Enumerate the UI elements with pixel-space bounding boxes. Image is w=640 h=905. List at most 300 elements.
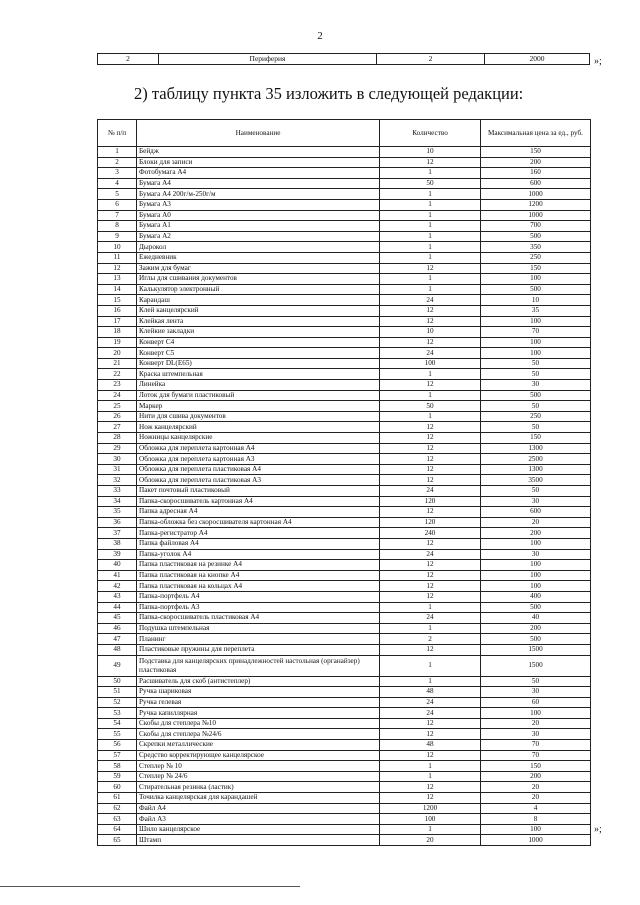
item-quantity: 1 [380,411,481,422]
row-number: 58 [98,761,137,772]
prev-num: 2 [98,54,159,65]
table-row [98,433,591,444]
item-quantity: 1 [380,168,481,179]
row-number: 30 [98,454,137,465]
table-row [98,602,591,613]
previous-table-suffix: »; [594,56,602,67]
item-max-price: 500 [481,390,591,401]
row-number: 16 [98,305,137,316]
item-max-price: 50 [481,486,591,497]
item-name: Обложка для переплета пластиковая А4 [137,464,380,475]
item-quantity: 12 [380,454,481,465]
item-max-price: 500 [481,634,591,645]
item-name: Файл А4 [137,803,380,814]
item-max-price: 250 [481,252,591,263]
row-number: 35 [98,507,137,518]
item-max-price: 30 [481,380,591,391]
table-row [98,242,591,253]
item-quantity: 100 [380,358,481,369]
row-number: 57 [98,750,137,761]
item-max-price: 35 [481,305,591,316]
item-name: Дырокол [137,242,380,253]
row-number: 52 [98,697,137,708]
item-max-price: 2500 [481,454,591,465]
row-number: 45 [98,613,137,624]
item-max-price: 4 [481,803,591,814]
item-max-price: 1300 [481,464,591,475]
table-row [98,687,591,698]
table-row [98,729,591,740]
row-number: 44 [98,602,137,613]
item-quantity: 120 [380,496,481,507]
row-number: 37 [98,528,137,539]
item-max-price: 70 [481,327,591,338]
item-max-price: 20 [481,517,591,528]
item-quantity: 24 [380,295,481,306]
table-row [98,168,591,179]
item-max-price: 1000 [481,210,591,221]
row-number: 59 [98,771,137,782]
prev-qty: 2 [377,54,485,65]
item-name: Обложка для переплета пластиковая А3 [137,475,380,486]
item-name: Фотобумага А4 [137,168,380,179]
item-name: Скобы для степлера №24/6 [137,729,380,740]
prev-price: 2000 [485,54,590,65]
item-name: Папка адресная А4 [137,507,380,518]
table-row [98,676,591,687]
item-max-price: 10 [481,295,591,306]
item-name: Папка-портфель А4 [137,591,380,602]
item-max-price: 30 [481,549,591,560]
row-number: 61 [98,793,137,804]
item-quantity: 1 [380,369,481,380]
table-row [98,634,591,645]
item-quantity: 24 [380,697,481,708]
item-max-price: 200 [481,623,591,634]
item-max-price: 100 [481,538,591,549]
table-row [98,570,591,581]
prices-table [97,119,591,846]
table-row [98,327,591,338]
item-quantity: 2 [380,634,481,645]
table-end-suffix: »; [594,824,602,835]
item-max-price: 50 [481,422,591,433]
item-quantity: 12 [380,263,481,274]
table-row [98,761,591,772]
item-max-price: 60 [481,697,591,708]
item-name: Папка-регистратор А4 [137,528,380,539]
row-number: 32 [98,475,137,486]
row-number: 60 [98,782,137,793]
item-quantity: 1 [380,199,481,210]
table-row [98,496,591,507]
item-name: Клейкие закладки [137,327,380,338]
item-max-price: 40 [481,613,591,624]
item-quantity: 12 [380,782,481,793]
item-quantity: 12 [380,316,481,327]
item-name: Папка-скоросшиватель картонная А4 [137,496,380,507]
row-number: 65 [98,835,137,846]
table-row [98,549,591,560]
row-number: 25 [98,401,137,412]
item-quantity: 1 [380,602,481,613]
row-number: 27 [98,422,137,433]
item-quantity: 1 [380,655,481,676]
row-number: 39 [98,549,137,560]
item-max-price: 100 [481,581,591,592]
row-number: 3 [98,168,137,179]
item-quantity: 24 [380,708,481,719]
row-number: 9 [98,231,137,242]
table-row [98,369,591,380]
item-max-price: 3500 [481,475,591,486]
item-name: Карандаш [137,295,380,306]
item-max-price: 70 [481,750,591,761]
item-quantity: 1 [380,824,481,835]
table-row [98,189,591,200]
table-row [98,231,591,242]
item-quantity: 12 [380,422,481,433]
table-row [98,401,591,412]
item-quantity: 12 [380,560,481,571]
item-quantity: 1 [380,221,481,232]
item-max-price: 30 [481,496,591,507]
item-name: Лоток для бумаги пластиковый [137,390,380,401]
item-max-price: 100 [481,316,591,327]
item-max-price: 100 [481,348,591,359]
item-quantity: 24 [380,549,481,560]
row-number: 51 [98,687,137,698]
item-quantity: 12 [380,464,481,475]
table-header-row [98,120,591,147]
row-number: 42 [98,581,137,592]
table-row [98,305,591,316]
table-row [98,814,591,825]
table-row [98,178,591,189]
item-max-price: 30 [481,687,591,698]
header-name: Наименование [137,120,380,147]
row-number: 31 [98,464,137,475]
row-number: 19 [98,337,137,348]
item-quantity: 12 [380,591,481,602]
item-max-price: 100 [481,274,591,285]
prev-name: Периферия [159,54,377,65]
row-number: 47 [98,634,137,645]
row-number: 55 [98,729,137,740]
item-name: Иглы для сшивания документов [137,274,380,285]
header-qty: Количество [380,120,481,147]
item-name: Бумага А4 [137,178,380,189]
item-quantity: 1 [380,284,481,295]
item-max-price: 400 [481,591,591,602]
item-quantity: 12 [380,337,481,348]
item-quantity: 12 [380,443,481,454]
item-quantity: 12 [380,581,481,592]
item-quantity: 12 [380,729,481,740]
row-number: 36 [98,517,137,528]
item-quantity: 12 [380,433,481,444]
table-row [98,295,591,306]
row-number: 43 [98,591,137,602]
row-number: 64 [98,824,137,835]
row-number: 33 [98,486,137,497]
row-number: 53 [98,708,137,719]
item-quantity: 1 [380,761,481,772]
item-name: Папка пластиковая на резинке А4 [137,560,380,571]
row-number: 54 [98,718,137,729]
item-name: Бейдж [137,147,380,158]
table-row [98,54,590,65]
table-row [98,793,591,804]
item-max-price: 8 [481,814,591,825]
row-number: 22 [98,369,137,380]
row-number: 26 [98,411,137,422]
item-quantity: 24 [380,486,481,497]
item-name: Клейкая лента [137,316,380,327]
item-name: Ручка шариковая [137,687,380,698]
row-number: 46 [98,623,137,634]
item-quantity: 120 [380,517,481,528]
table-row [98,507,591,518]
row-number: 29 [98,443,137,454]
item-max-price: 1500 [481,655,591,676]
table-row [98,644,591,655]
item-max-price: 50 [481,676,591,687]
item-name: Ручка гелевая [137,697,380,708]
item-name: Папка-обложка без скоросшивателя картонная А4 [137,517,380,528]
item-quantity: 1 [380,623,481,634]
item-max-price: 150 [481,147,591,158]
item-quantity: 12 [380,157,481,168]
row-number: 20 [98,348,137,359]
table-row [98,591,591,602]
item-max-price: 500 [481,231,591,242]
table-row [98,358,591,369]
item-name: Степлер № 10 [137,761,380,772]
item-quantity: 48 [380,687,481,698]
row-number: 56 [98,740,137,751]
table-row [98,274,591,285]
item-max-price: 50 [481,369,591,380]
item-name: Ножницы канцелярские [137,433,380,444]
item-name: Средство корректирующее канцелярское [137,750,380,761]
item-name: Конверт С4 [137,337,380,348]
table-row [98,390,591,401]
item-name: Папка-портфель А3 [137,602,380,613]
item-max-price: 200 [481,528,591,539]
item-quantity: 1 [380,210,481,221]
page-number: 2 [317,30,323,42]
item-quantity: 1 [380,231,481,242]
table-row [98,782,591,793]
item-max-price: 1000 [481,835,591,846]
item-max-price: 500 [481,284,591,295]
item-quantity: 12 [380,644,481,655]
table-row [98,740,591,751]
item-name: Папка файловая А4 [137,538,380,549]
table-row [98,750,591,761]
table-row [98,284,591,295]
item-quantity: 12 [380,570,481,581]
table-row [98,475,591,486]
row-number: 13 [98,274,137,285]
item-max-price: 150 [481,263,591,274]
item-quantity: 1 [380,242,481,253]
item-quantity: 24 [380,348,481,359]
item-name: Планинг [137,634,380,645]
item-max-price: 50 [481,358,591,369]
item-max-price: 20 [481,718,591,729]
row-number: 21 [98,358,137,369]
row-number: 49 [98,655,137,676]
section-heading: 2) таблицу пункта 35 изложить в следующей редакции: [134,84,524,103]
item-max-price: 200 [481,157,591,168]
item-name: Расшиватель для скоб (антистеплер) [137,676,380,687]
item-name: Бумага А4 200г/м-250г/м [137,189,380,200]
item-max-price: 1500 [481,644,591,655]
item-quantity: 240 [380,528,481,539]
row-number: 63 [98,814,137,825]
row-number: 40 [98,560,137,571]
row-number: 18 [98,327,137,338]
table-row [98,380,591,391]
item-name: Пакет почтовый пластиковый [137,486,380,497]
item-quantity: 50 [380,401,481,412]
item-name: Бумага А2 [137,231,380,242]
item-max-price: 200 [481,771,591,782]
item-name: Файл А3 [137,814,380,825]
row-number: 2 [98,157,137,168]
item-max-price: 1000 [481,189,591,200]
item-max-price: 1200 [481,199,591,210]
item-quantity: 12 [380,538,481,549]
item-quantity: 1 [380,252,481,263]
item-quantity: 1 [380,390,481,401]
item-quantity: 1 [380,189,481,200]
row-number: 7 [98,210,137,221]
table-row [98,316,591,327]
previous-table-fragment [97,53,590,65]
item-max-price: 100 [481,570,591,581]
item-max-price: 100 [481,560,591,571]
row-number: 28 [98,433,137,444]
item-max-price: 20 [481,782,591,793]
table-row [98,538,591,549]
item-name: Маркер [137,401,380,412]
item-name: Подставка для канцелярских принадлежностей настольная (органайзер) пластиковая [137,655,380,676]
table-row [98,517,591,528]
item-max-price: 150 [481,433,591,444]
row-number: 8 [98,221,137,232]
item-name: Ручка капиллярная [137,708,380,719]
item-name: Шило канцелярское [137,824,380,835]
table-row [98,486,591,497]
row-number: 15 [98,295,137,306]
header-price: Максимальная цена за ед., руб. [481,120,591,147]
item-name: Ежедневник [137,252,380,263]
table-row [98,454,591,465]
table-row [98,560,591,571]
table-row [98,581,591,592]
table-row [98,771,591,782]
item-max-price: 250 [481,411,591,422]
row-number: 34 [98,496,137,507]
row-number: 24 [98,390,137,401]
table-row [98,210,591,221]
item-name: Пластиковые пружины для переплета [137,644,380,655]
row-number: 38 [98,538,137,549]
item-quantity: 12 [380,750,481,761]
item-name: Папка-уголок А4 [137,549,380,560]
item-name: Обложка для переплета картонная А4 [137,443,380,454]
item-max-price: 600 [481,507,591,518]
header-num: № п/п [98,120,137,147]
item-name: Бумага А0 [137,210,380,221]
item-quantity: 1 [380,771,481,782]
row-number: 4 [98,178,137,189]
item-quantity: 12 [380,380,481,391]
item-quantity: 12 [380,793,481,804]
item-name: Папка пластиковая на кнопке А4 [137,570,380,581]
row-number: 10 [98,242,137,253]
item-quantity: 1200 [380,803,481,814]
table-row [98,263,591,274]
item-name: Папка пластиковая на кольцах А4 [137,581,380,592]
row-number: 14 [98,284,137,295]
table-row [98,708,591,719]
table-row [98,623,591,634]
row-number: 48 [98,644,137,655]
item-quantity: 12 [380,475,481,486]
table-row [98,252,591,263]
item-name: Конверт DL(Е65) [137,358,380,369]
row-number: 41 [98,570,137,581]
item-max-price: 350 [481,242,591,253]
item-name: Степлер № 24/6 [137,771,380,782]
row-number: 17 [98,316,137,327]
table-row [98,443,591,454]
row-number: 6 [98,199,137,210]
item-name: Обложка для переплета картонная А3 [137,454,380,465]
item-quantity: 24 [380,613,481,624]
item-quantity: 1 [380,676,481,687]
item-quantity: 50 [380,178,481,189]
item-quantity: 10 [380,147,481,158]
item-quantity: 10 [380,327,481,338]
item-quantity: 48 [380,740,481,751]
item-name: Стирательная резинка (ластик) [137,782,380,793]
item-max-price: 500 [481,602,591,613]
item-name: Краска штемпельная [137,369,380,380]
item-max-price: 600 [481,178,591,189]
item-quantity: 12 [380,305,481,316]
table-row [98,199,591,210]
item-name: Конверт С5 [137,348,380,359]
table-row [98,528,591,539]
item-name: Подушка штемпельная [137,623,380,634]
table-row [98,221,591,232]
table-row [98,613,591,624]
item-name: Линейка [137,380,380,391]
row-number: 5 [98,189,137,200]
item-max-price: 100 [481,337,591,348]
item-name: Бумага А3 [137,199,380,210]
item-quantity: 12 [380,507,481,518]
table-body [98,147,591,846]
item-name: Блоки для записи [137,157,380,168]
item-name: Точилка канцелярская для карандашей [137,793,380,804]
item-quantity: 12 [380,718,481,729]
